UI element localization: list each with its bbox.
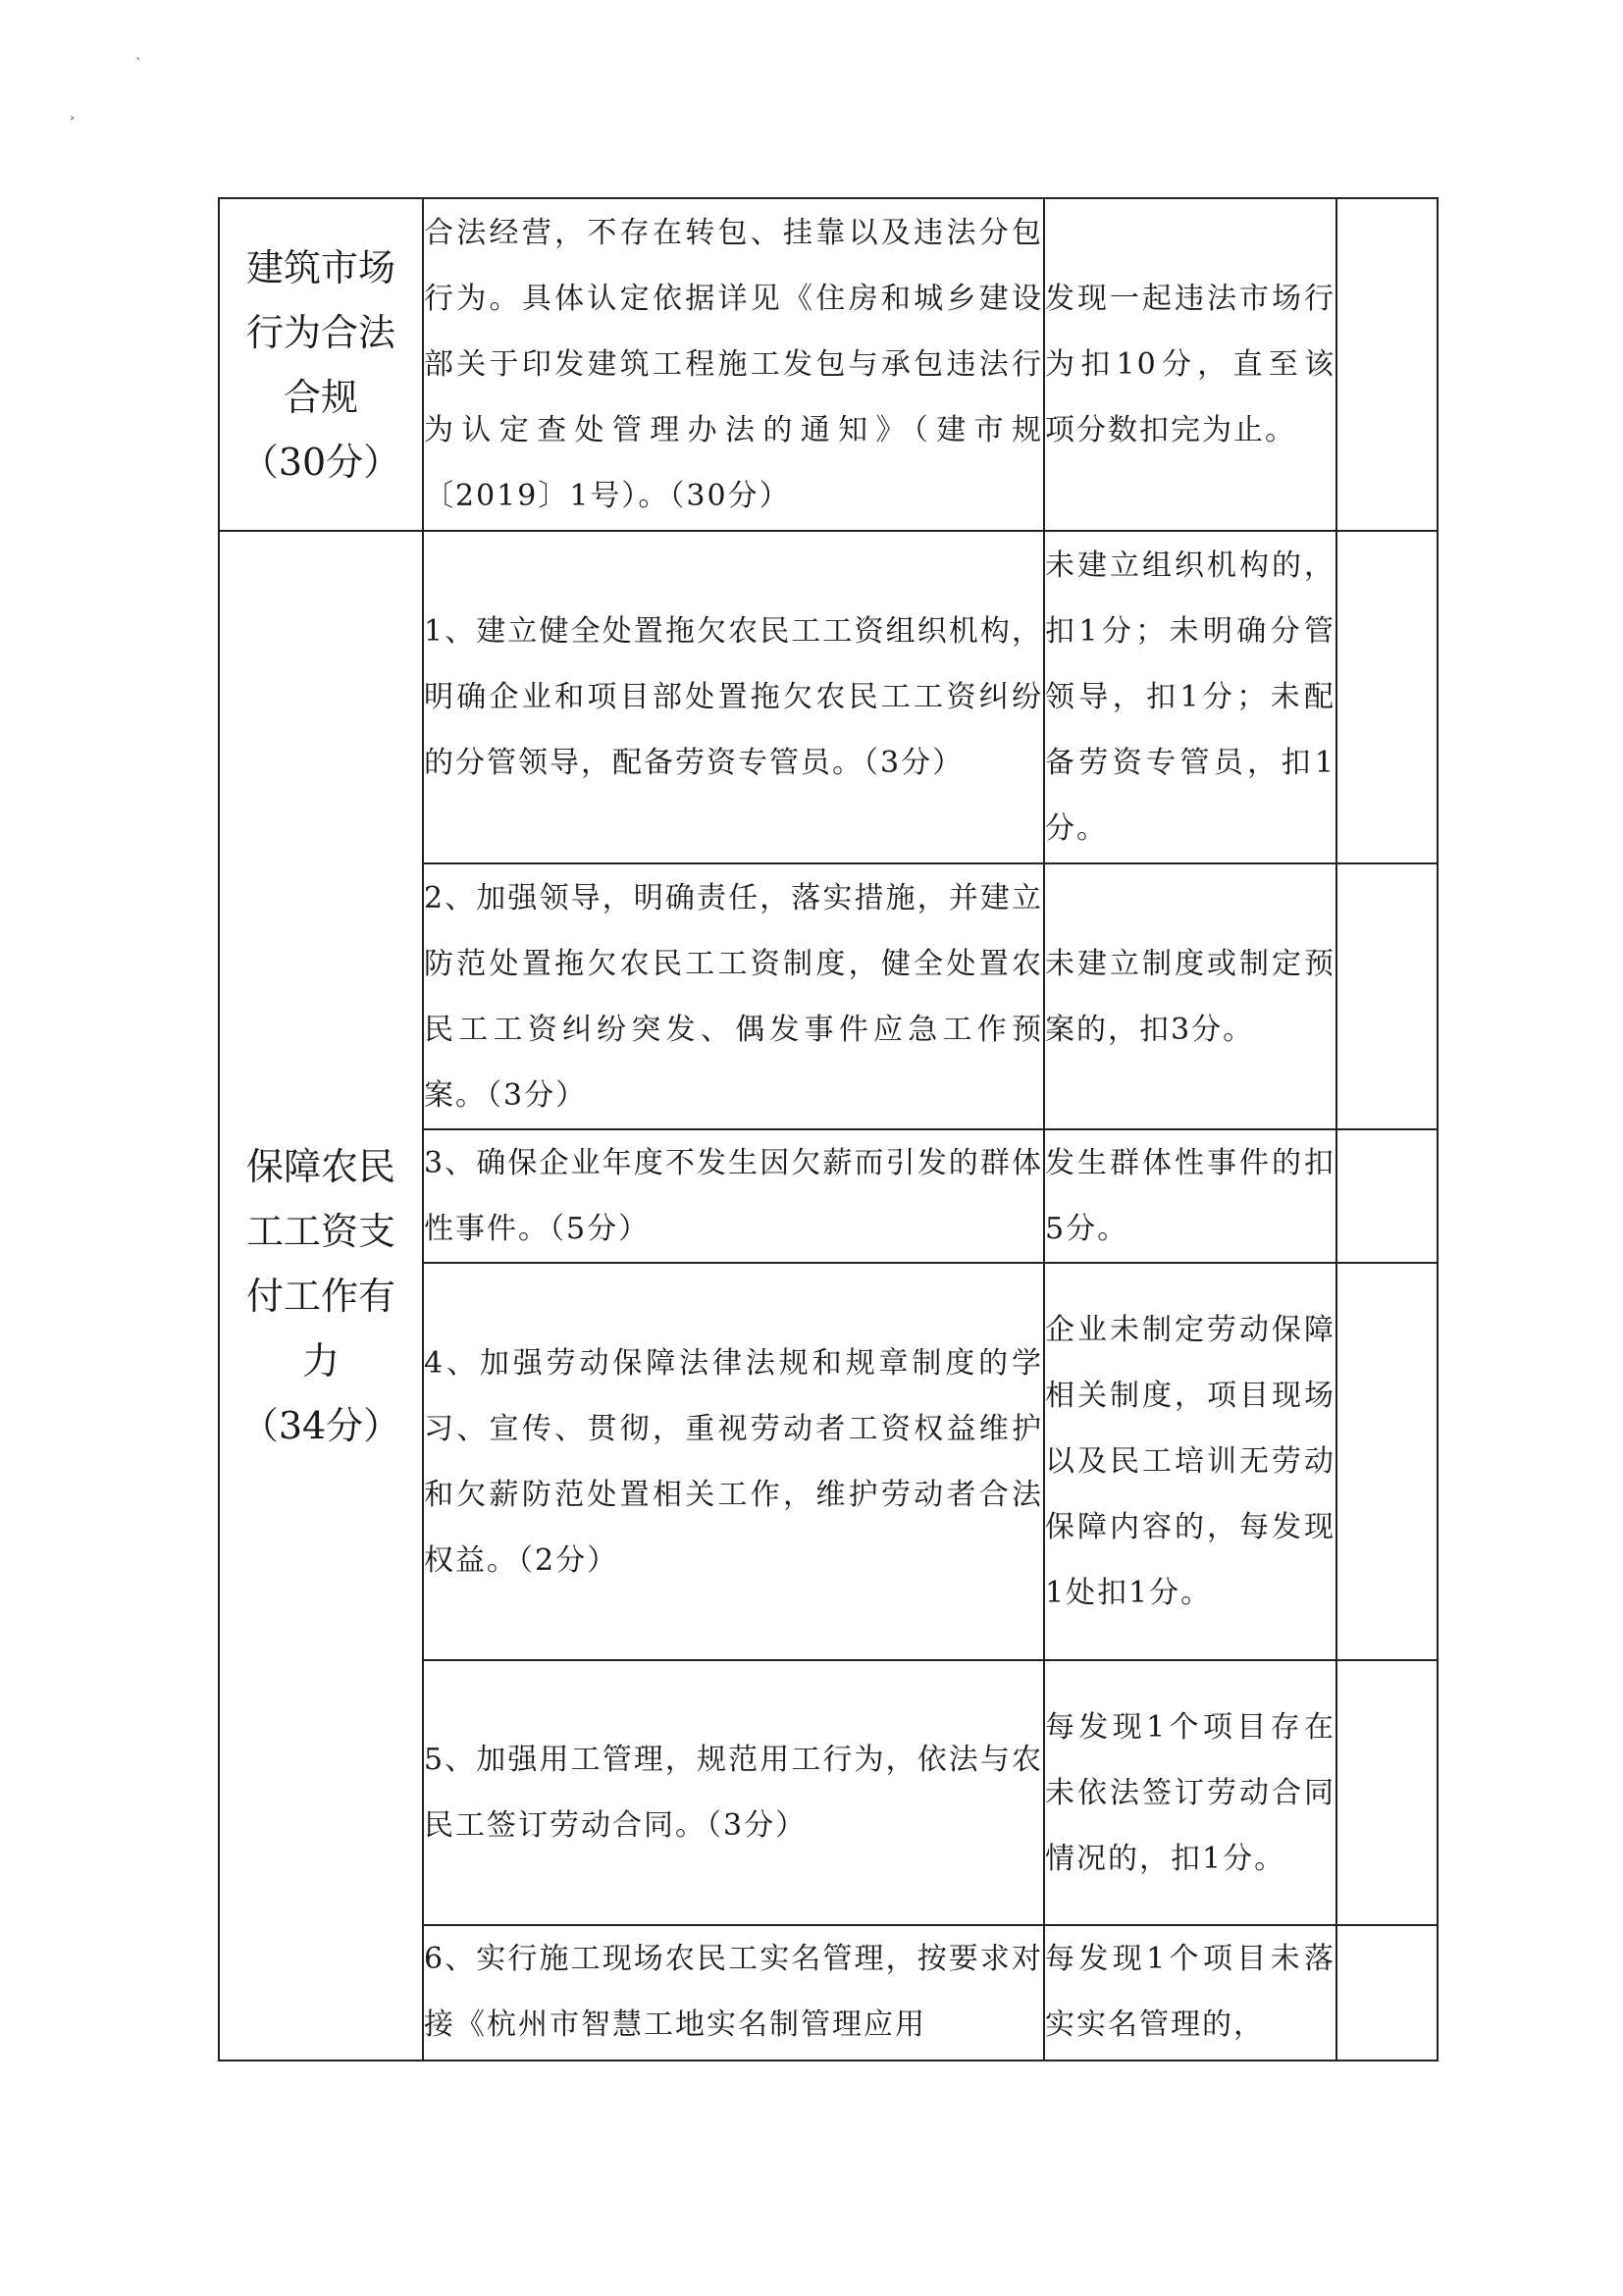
score-cell [1336, 1660, 1438, 1925]
category-cell [219, 198, 423, 531]
score-cell [1336, 863, 1438, 1129]
score-cell [1336, 1925, 1438, 2061]
criterion-cell [423, 1925, 1044, 2061]
criterion-cell [423, 1129, 1044, 1263]
table-row [219, 531, 1438, 863]
category-cell [219, 531, 423, 2061]
deduction-cell [1044, 1263, 1336, 1660]
criterion-text: 3、确保企业年度不发生因欠薪而引发的群体性事件。（5分） [424, 1146, 1043, 1246]
criterion-text: 2、加强领导，明确责任，落实措施，并建立防范处置拖欠农民工工资制度，健全处置农民工工资纠纷突发、偶发事件应急工作预案。（3分） [424, 880, 1043, 1113]
category-line: （34分） [240, 1403, 401, 1447]
deduction-text: 每发现1个项目存在未依法签订劳动合同情况的，扣1分。 [1045, 1709, 1335, 1876]
deduction-text: 发生群体性事件的扣5分。 [1045, 1146, 1335, 1246]
criterion-text: 4、加强劳动保障法律法规和规章制度的学习、宣传、贯彻，重视劳动者工资权益维护和欠薪防范处置相关工作，维护劳动者合法权益。（2分） [424, 1345, 1043, 1578]
criterion-text: 6、实行施工现场农民工实名管理，按要求对接《杭州市智慧工地实名制管理应用 [424, 1942, 1043, 2042]
score-cell [1336, 1129, 1438, 1263]
score-cell [1336, 198, 1438, 531]
criterion-text: 5、加强用工管理，规范用工行为，依法与农民工签订劳动合同。（3分） [424, 1743, 1043, 1843]
deduction-cell [1044, 863, 1336, 1129]
deduction-cell [1044, 1129, 1336, 1263]
criterion-cell [423, 863, 1044, 1129]
category-line: 行为合法 [245, 310, 395, 354]
score-cell [1336, 531, 1438, 863]
table-row [219, 198, 1438, 531]
criterion-cell [423, 1660, 1044, 1925]
deduction-cell [1044, 198, 1336, 531]
category-line: 力 [301, 1338, 340, 1383]
category-line: 合规 [283, 375, 358, 419]
category-line: 建筑市场 [245, 245, 395, 289]
deduction-cell [1044, 1925, 1336, 2061]
category-line: 工工资支 [245, 1209, 395, 1253]
deduction-text: 发现一起违法市场行为扣10分，直至该项分数扣完为止。 [1045, 282, 1335, 447]
score-cell [1336, 1263, 1438, 1660]
category-line: （30分） [240, 440, 401, 484]
criterion-cell [423, 198, 1044, 531]
criterion-text: 合法经营，不存在转包、挂靠以及违法分包行为。具体认定依据详见《住房和城乡建设部关于印发建筑工程施工发包与承包违法行为认定查处管理办法的通知》（建市规〔2019〕1号）。（30分） [424, 216, 1043, 513]
category-line: 付工作有 [245, 1274, 395, 1318]
deduction-cell [1044, 1660, 1336, 1925]
scan-speck-mark: ˃ [69, 116, 76, 131]
deduction-text: 每发现1个项目未落实实名管理的， [1045, 1942, 1335, 2042]
criterion-text: 1、建立健全处置拖欠农民工工资组织机构，明确企业和项目部处置拖欠农民工工资纠纷的分管领导，配备劳资专管员。（3分） [424, 614, 1043, 780]
scan-speck-mark: ` [135, 57, 142, 73]
criterion-cell [423, 1263, 1044, 1660]
category-line: 保障农民 [245, 1144, 395, 1188]
criterion-cell [423, 531, 1044, 863]
deduction-text: 未建立组织机构的，扣1分；未明确分管领导，扣1分；未配备劳资专管员，扣1分。 [1045, 548, 1335, 846]
deduction-text: 企业未制定劳动保障相关制度，项目现场以及民工培训无劳动保障内容的，每发现1处扣1分。 [1045, 1313, 1335, 1610]
deduction-text: 未建立制度或制定预案的，扣3分。 [1045, 946, 1335, 1047]
assessment-criteria-table [218, 197, 1439, 2061]
deduction-cell [1044, 531, 1336, 863]
